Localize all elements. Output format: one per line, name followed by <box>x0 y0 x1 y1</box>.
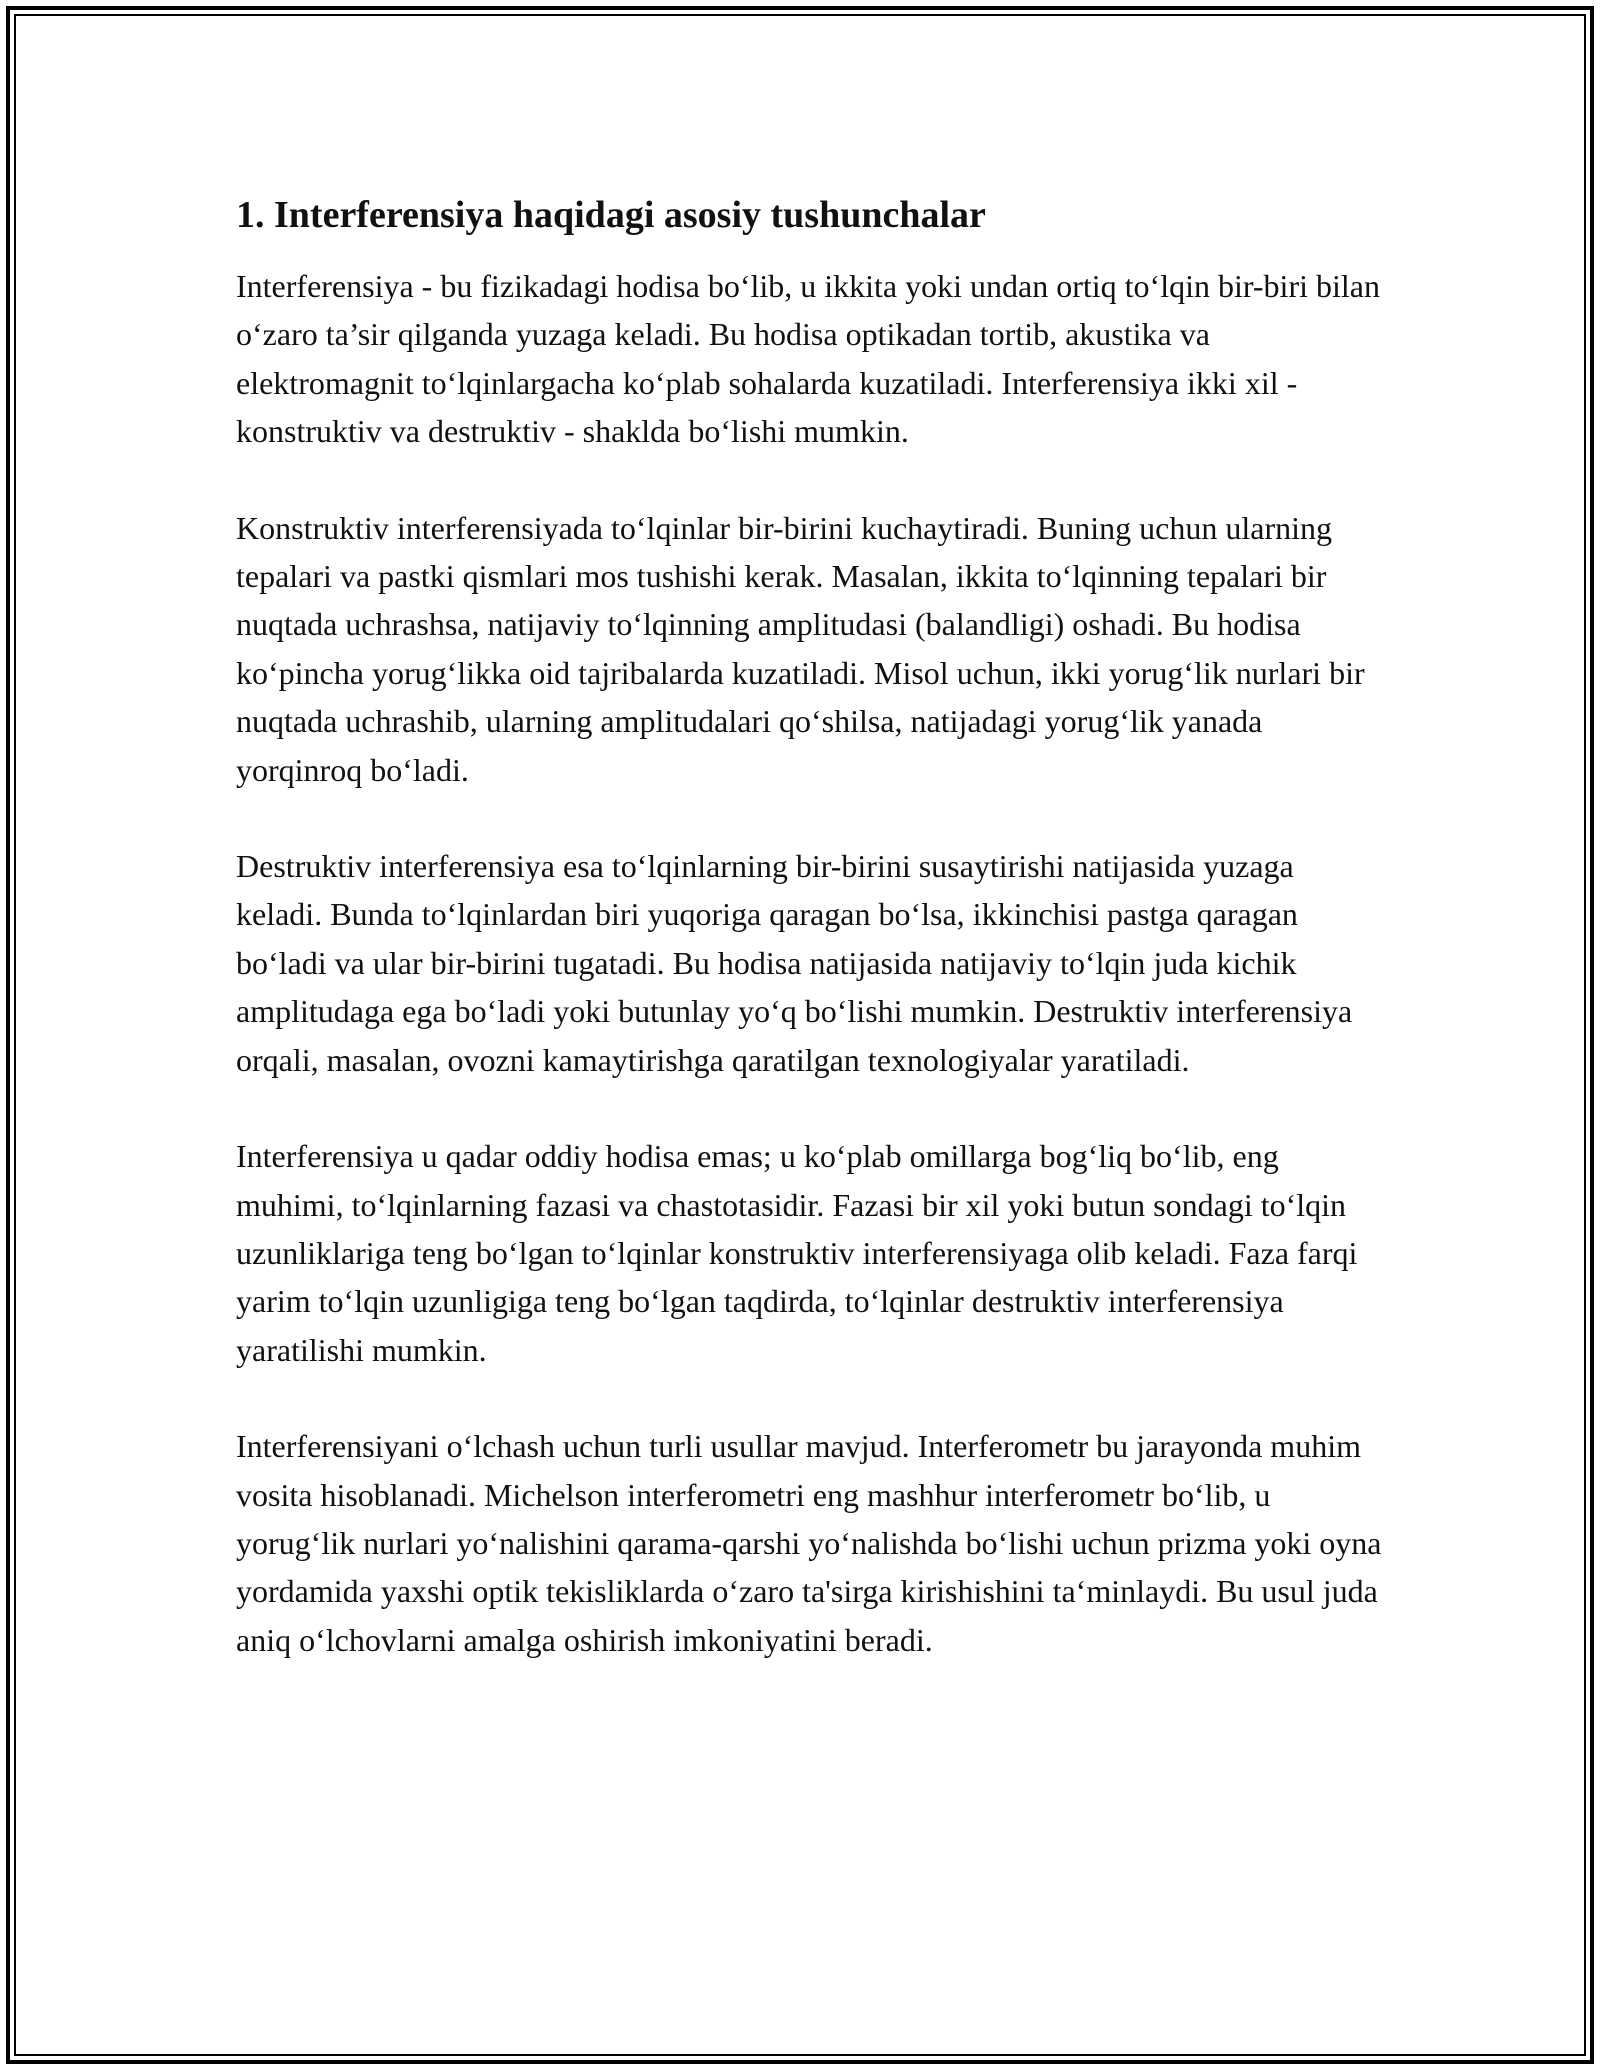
document-body <box>236 190 1386 1712</box>
section-heading: 1. Interferensiya haqidagi asosiy tushunchalar <box>236 194 986 236</box>
paragraph-measurement: Interferensiyani o‘lchash uchun turli usullar mavjud. Interferometr bu jarayonda muhim vosita hisoblanadi. Michelson interferometri eng mashhur interferometr bo‘lib, u yorug‘lik nurlari yo‘nalishini qarama-qarshi yo‘nalishda bo‘lishi uchun prizma yoki oyna yordamida yaxshi optik tekisliklarda o‘zaro ta'sirga kirishishini ta‘minlaydi. Bu usul juda aniq o‘lchovlarni amalga oshirish imkoniyatini beradi. <box>236 1428 1382 1658</box>
paragraph-phase: Interferensiya u qadar oddiy hodisa emas; u ko‘plab omillarga bog‘liq bo‘lib, eng muhimi, to‘lqinlarning fazasi va chastotasidir. Fazasi bir xil yoki butun sondagi to‘lqin uzunliklariga teng bo‘lgan to‘lqinlar konstruktiv interferensiyaga olib keladi. Faza farqi yarim to‘lqin uzunligiga teng bo‘lgan taqdirda, to‘lqinlar destruktiv interferensiya yaratilishi mumkin. <box>236 1138 1358 1368</box>
paragraph-constructive: Konstruktiv interferensiyada to‘lqinlar bir-birini kuchaytiradi. Buning uchun ularning tepalari va pastki qismlari mos tushishi kerak. Masalan, ikkita to‘lqinning tepalari bir nuqtada uchrashsa, natijaviy to‘lqinning amplitudasi (balandligi) oshadi. Bu hodisa ko‘pincha yorug‘likka oid tajribalarda kuzatiladi. Misol uchun, ikki yorug‘lik nurlari bir nuqtada uchrashib, ularning amplitudalari qo‘shilsa, natijadagi yorug‘lik yanada yorqinroq bo‘ladi. <box>236 509 1365 788</box>
paragraph-intro: Interferensiya - bu fizikadagi hodisa bo‘lib, u ikkita yoki undan ortiq to‘lqin bir-biri bilan o‘zaro ta’sir qilganda yuzaga keladi. Bu hodisa optikadan tortib, akustika va elektromagnit to‘lqinlargacha ko‘plab sohalarda kuzatiladi. Interferensiya ikki xil - konstruktiv va destruktiv - shaklda bo‘lishi mumkin. <box>236 268 1380 450</box>
paragraph-destructive: Destruktiv interferensiya esa to‘lqinlarning bir-birini susaytirishi natijasida yuzaga keladi. Bunda to‘lqinlardan biri yuqoriga qaragan bo‘lsa, ikkinchisi pastga qaragan bo‘ladi va ular bir-birini tugatadi. Bu hodisa natijasida natijaviy to‘lqin juda kichik amplitudaga ega bo‘ladi yoki butunlay yo‘q bo‘lishi mumkin. Destruktiv interferensiya orqali, masalan, ovozni kamaytirishga qaratilgan texnologiyalar yaratiladi. <box>236 848 1353 1078</box>
